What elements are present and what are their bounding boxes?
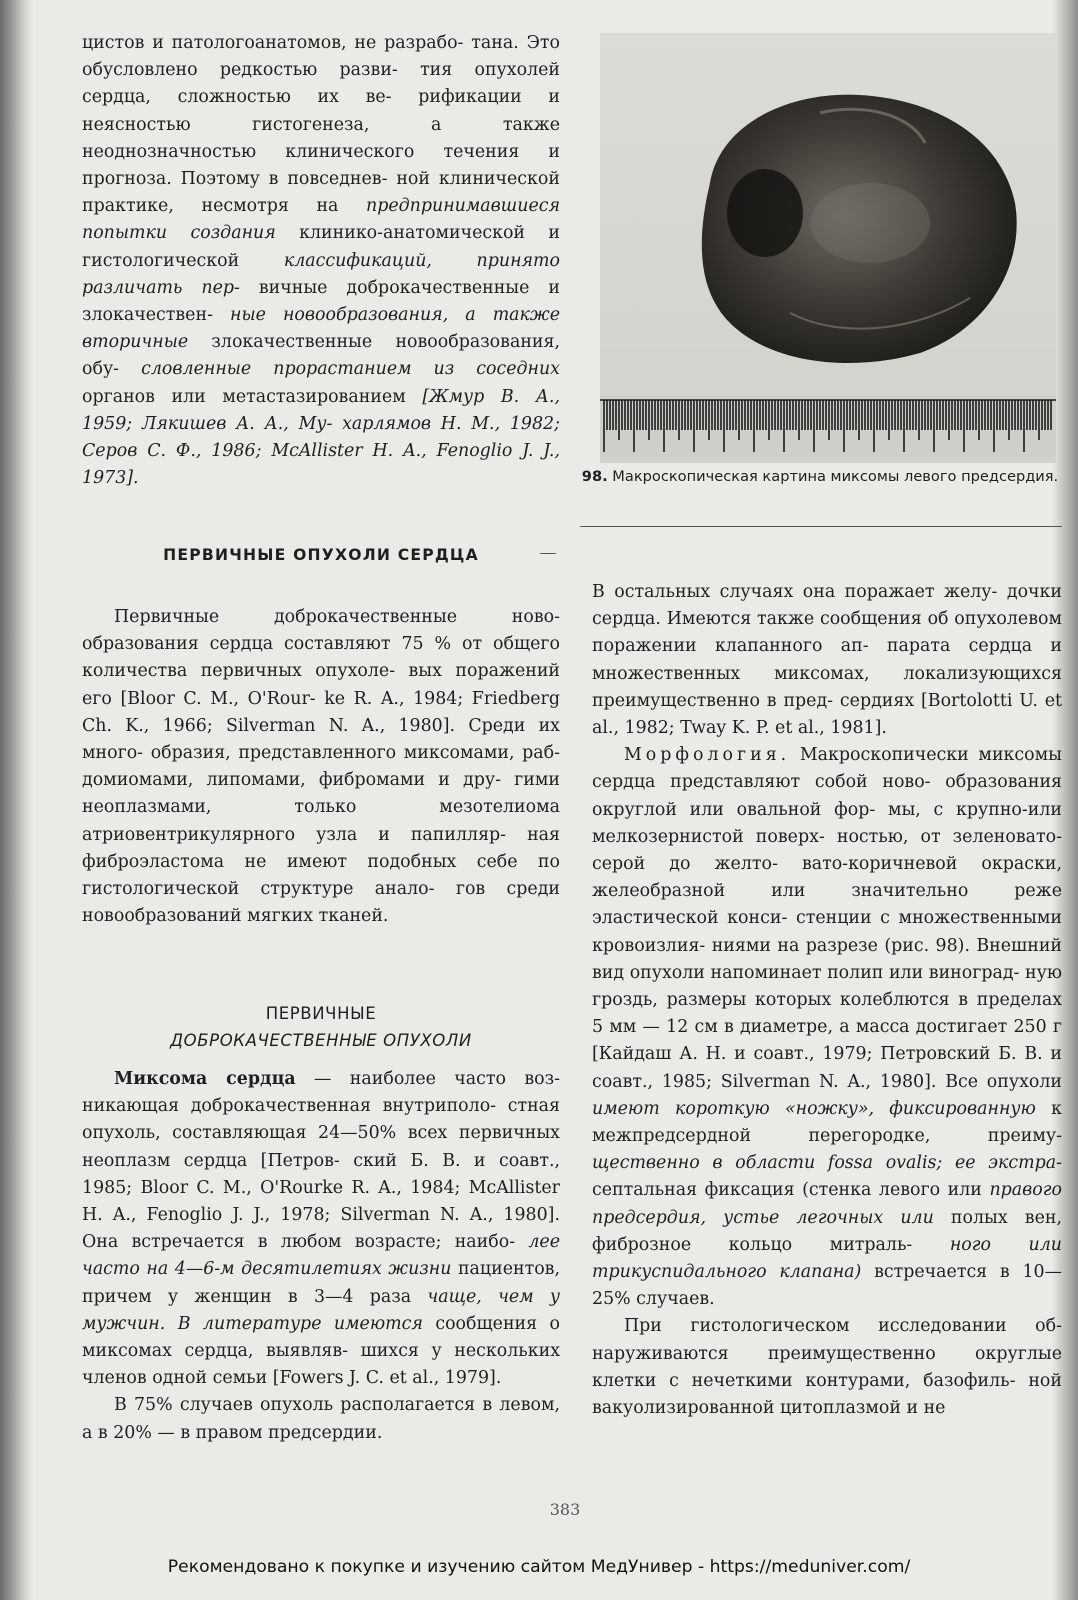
text-line: образования округлой или овальной фор- [592, 772, 1063, 820]
figure-98-photo [600, 33, 1056, 463]
text-line: семьи [Fowers J. C. et al., 1979]. [212, 1368, 502, 1389]
text-line: стная опухоль, составляющая 24—50% [82, 1096, 561, 1144]
text-line: дочки сердца. Имеются также сообщения [592, 582, 1062, 630]
text-line: ностью, от зеленовато-серой до желто- [592, 826, 1062, 875]
text-line: никающая доброкачественная внутриполо- [82, 1096, 497, 1117]
text-line: септальная фиксация (стенка левого или [592, 1180, 982, 1201]
text-line: ский Б. В. и соавт., 1985; Bloor C. M., [82, 1150, 561, 1198]
text-line: тана. Это обусловлено редкостью разви- [82, 33, 560, 81]
tumor-specimen-image [670, 73, 1030, 373]
text-line: ниями на разрезе (рис. 98). Внешний вид [592, 935, 1062, 983]
text-line: классификаций, принято различать пер- [82, 250, 560, 298]
caption-text: Макроскопическая картина миксомы левого предсердия. [612, 468, 1059, 485]
text-line: щественно в области fossa ovalis; ее экстра- [592, 1153, 1062, 1174]
text-line: В 75% случаев опухоль располагается [114, 1395, 476, 1416]
text-line: вато-коричневой окраски, желеобразной [592, 854, 1062, 902]
text-line: лее часто на 4—6-м десятилетиях жизни [82, 1232, 560, 1280]
text-line: полых вен, фиброзное кольцо митраль- [592, 1207, 1062, 1255]
text-line: сердиях [Bortolotti U. et al., 1982; Tway [592, 690, 1062, 739]
figure-number: 98. [581, 468, 608, 485]
text-line: харлямов Н. М., 1982; Серов С. Ф., 1986; [82, 413, 560, 462]
text-line: словленные прорастанием из соседних [141, 359, 560, 380]
left-column-intro [82, 30, 560, 492]
text-line: ного или трикуспидального клапана) [592, 1234, 1063, 1283]
text-line: пациентов, причем у женщин в 3—4 раза [82, 1259, 560, 1307]
text-line: сообщения о миксомах сердца, выявляв- [82, 1313, 560, 1362]
text-line: парата сердца и множественных миксомах, [592, 636, 1062, 684]
text-line: всех первичных неоплазм сердца [Петров- [82, 1123, 560, 1171]
figure-caption [580, 466, 1060, 488]
intro-paragraph [82, 30, 560, 492]
text-line: клетки с нечеткими контурами, базофиль- [592, 1370, 1016, 1391]
text-line: домиомами, липомами, фибромами и дру- [82, 770, 501, 791]
text-line: миксомы сердца представляют собой ново- [592, 745, 1062, 793]
text-line: правого предсердия, устье легочных или [592, 1180, 1062, 1228]
text-line: гов среди новообразований мягких тканей. [82, 879, 560, 927]
text-line: McAllister H. A., Fenoglio J. J., 1973]. [82, 441, 560, 489]
text-line: цистов и патологоанатомов, не разрабо- [82, 33, 464, 53]
text-line: Макроскопически [790, 745, 969, 766]
text-line: чаще, чем у мужчин. В литературе имеются [82, 1286, 561, 1334]
text-line: вичные доброкачественные и злокачествен- [82, 277, 560, 326]
page-number: 383 [549, 1500, 581, 1519]
text-line: образования сердца составляют 75 % от [82, 634, 483, 655]
section-heading-benign [82, 1000, 560, 1054]
caption-divider [580, 526, 1062, 527]
text-line: При гистологическом исследовании об- [624, 1316, 1062, 1337]
morphology-paragraph [592, 742, 1062, 1313]
heading-line: ДОБРОКАЧЕСТВЕННЫЕ ОПУХОЛИ [170, 1031, 472, 1050]
text-line: атриовентрикулярного узла и папилляр- [82, 824, 507, 845]
ruler-scale [600, 396, 1056, 458]
text-line: K. P. et al., 1981]. [731, 718, 887, 739]
text-line: вых поражений его [Bloor C. M., O'Rour- [82, 661, 561, 709]
text-line: Fenoglio J. J., 1978; Silverman N. A., 1980]. [146, 1205, 560, 1226]
text-line: 1985; Silverman N. A., 1980]. Все опухоли [661, 1071, 1062, 1092]
text-line: соавт., 1979; Петровский Б. В. и соавт., [592, 1044, 1063, 1092]
text-line: себе по гистологической структуре анало- [82, 851, 560, 900]
text-line: предпринимавшиеся попытки создания [82, 196, 560, 244]
term-myxoma: Миксома сердца [114, 1069, 296, 1089]
morphology-label: Морфология. [624, 745, 791, 766]
section-heading-primary-tumors: ПЕРВИЧНЫЕ ОПУХОЛИ СЕРДЦА [163, 546, 479, 564]
text-line: имеют короткую «ножку», фиксированную [592, 1098, 1036, 1119]
text-line: встречается в 10—25% случаев. [592, 1262, 1062, 1310]
text-line: гими неоплазмами, только мезотелиома [82, 770, 560, 818]
histology-paragraph [592, 1313, 1062, 1422]
text-line: об опухолевом поражении клапанного ап- [592, 609, 1063, 657]
text-line: В остальных случаях она поражает желу- [592, 582, 998, 602]
text-line: локализующихся преимущественно в пред- [592, 663, 1063, 711]
text-line: ke R. A., 1984; Friedberg Ch. K., 1966; [82, 688, 561, 736]
text-line: шихся у нескольких членов одной [82, 1341, 560, 1389]
text-line: или значительно реже эластической конси- [592, 881, 1062, 929]
text-line: опухоли напоминает полип или виноград- [629, 962, 1020, 983]
text-line: общего количества первичных опухоле- [82, 634, 560, 682]
text-line: к межпредсердной перегородке, преиму- [592, 1098, 1062, 1147]
text-line: ную гроздь, размеры которых колеблются [592, 962, 1062, 1011]
text-line: рификации и неясностью гистогенеза, [82, 87, 560, 135]
text-line: Silverman N. A., 1980]. Среди их много- [82, 715, 560, 764]
text-line: клинико-анатомической и гистологической [82, 223, 560, 271]
text-line: Первичные доброкачественные ново- [114, 607, 560, 627]
text-line: стенции с множественными кровоизлия- [592, 908, 1062, 956]
heading-line: ПЕРВИЧНЫЕ [265, 1004, 377, 1023]
text-line: — наиболее часто воз- [295, 1069, 560, 1089]
myxoma-paragraph [82, 1066, 560, 1392]
text-line: [Жмур В. А., 1959; Лякишев А. А., Му- [82, 386, 560, 434]
location-paragraph [82, 1392, 560, 1446]
text-line: течения и прогноза. Поэтому в повседнев- [82, 141, 560, 190]
right-column [592, 579, 1062, 1422]
heading-dash [540, 553, 556, 554]
text-line: O'Rourke R. A., 1984; McAllister H. A., [82, 1177, 560, 1226]
text-line: в левом, а в 20% — в правом предсердии. [82, 1395, 561, 1443]
text-line: масса достигает 250 г [Кайдаш А. Н. и [592, 1017, 1063, 1065]
footer-recommendation: Рекомендовано к покупке и изучению сайтом МедУнивер - https://meduniver.com/ [167, 1557, 911, 1577]
text-line: ной клинической практике, несмотря на [82, 169, 560, 217]
text-line: тия опухолей сердца, сложностью их ве- [82, 60, 560, 108]
left-column-primary [82, 604, 560, 930]
text-line: а также неоднозначностью клинического [82, 114, 561, 162]
text-line: органов или метастазированием [82, 386, 406, 407]
text-line: Она встречается в любом возрасте; наибо- [82, 1232, 516, 1253]
text-line: ная фиброэластома не имеют подобных [82, 824, 561, 872]
text-line: наруживаются преимущественно округлые [592, 1343, 1062, 1364]
primary-paragraph [82, 604, 560, 930]
text-line: в пределах 5 мм — 12 см в диаметре, а [592, 990, 1063, 1038]
text-line: образия, представленного миксомами, раб- [150, 743, 561, 764]
text-line: мы, с крупно-или мелкозернистой поверх- [592, 799, 1063, 847]
text-line: злокачественные новообразования, обу- [82, 332, 560, 380]
continuation-paragraph [592, 579, 1062, 742]
text-line: ные новообразования, а также вторичные [82, 305, 560, 353]
left-column-myxoma [82, 1066, 560, 1447]
text-line: ной вакуолизированной цитоплазмой и не [592, 1370, 1062, 1419]
scan-edge-left [0, 0, 34, 1600]
